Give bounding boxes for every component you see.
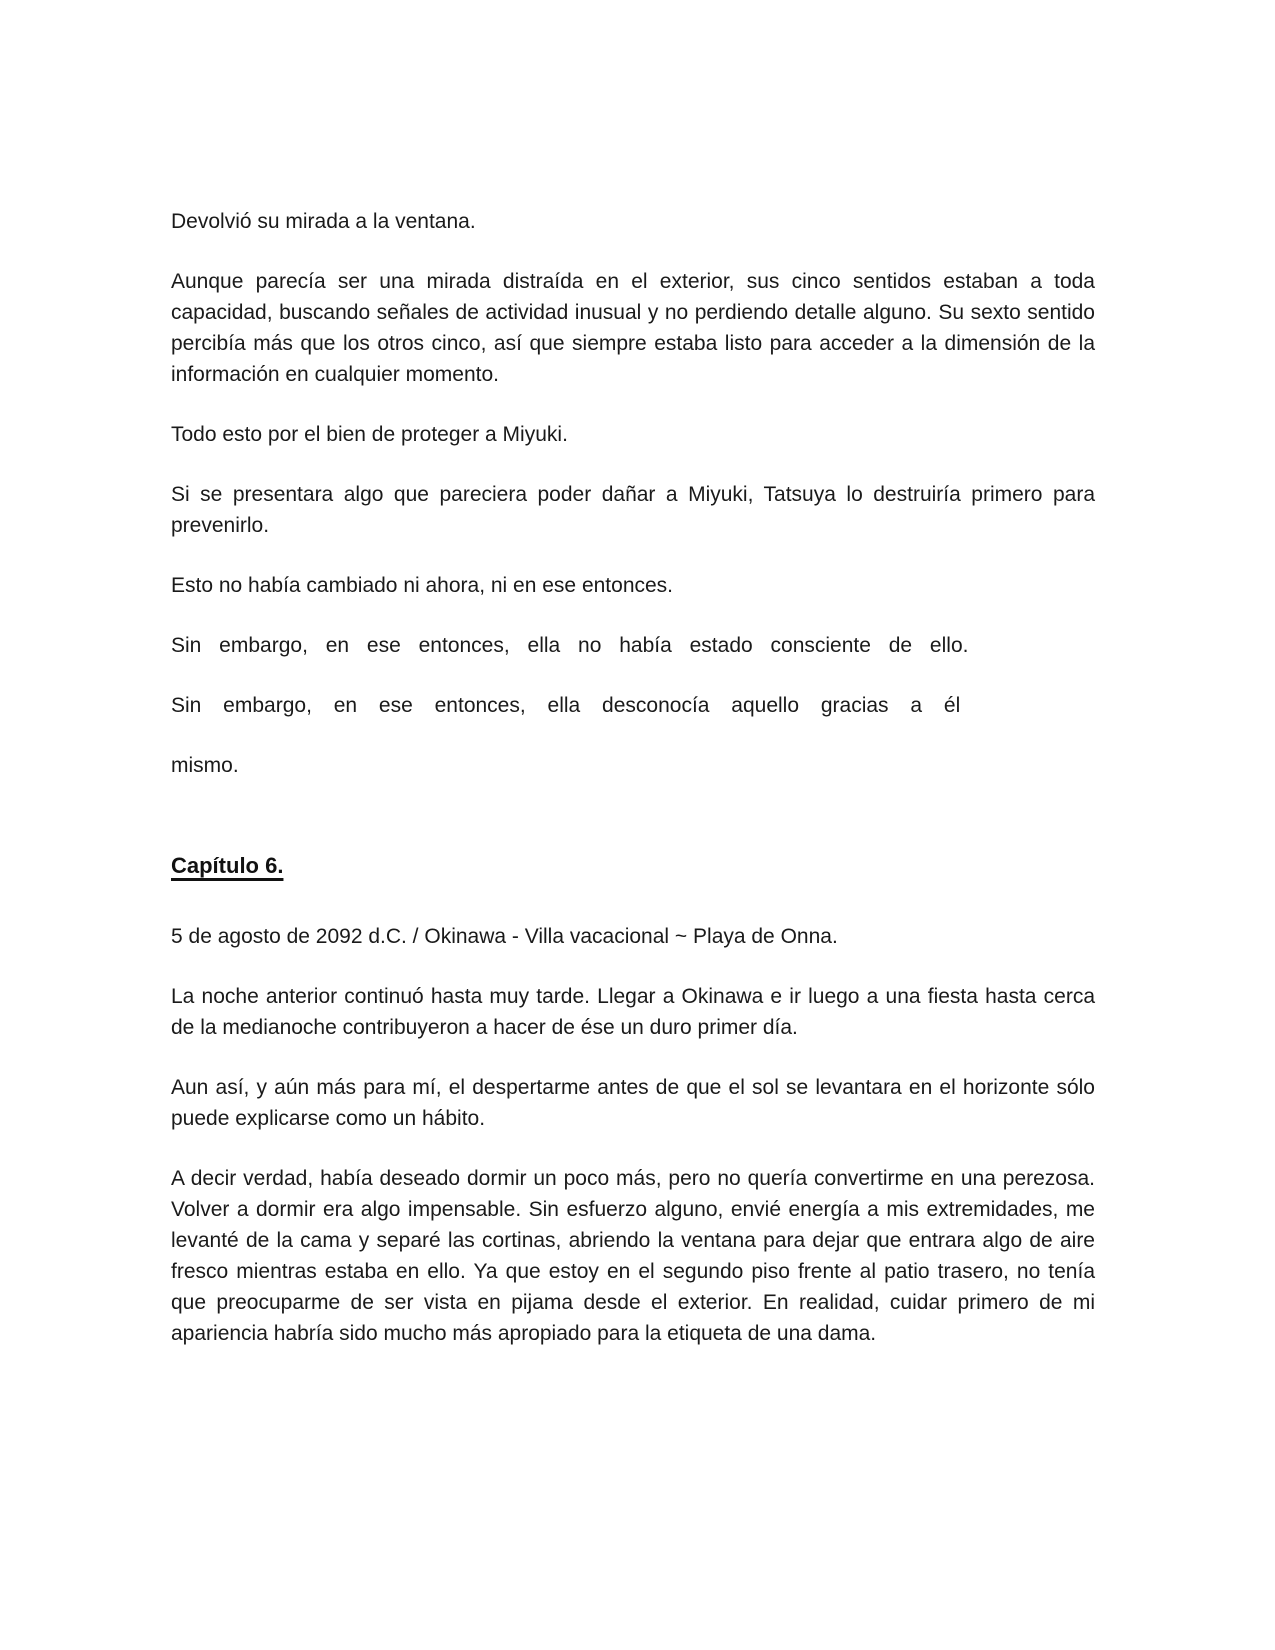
paragraph: Si se presentara algo que pareciera poder dañar a Miyuki, Tatsuya lo destruiría primero para prevenirlo. (171, 483, 1095, 537)
paragraph-continuation: mismo. (171, 754, 239, 777)
paragraph: Esto no había cambiado ni ahora, ni en ese entonces. (171, 574, 674, 597)
paragraph: Devolvió su mirada a la ventana. (171, 210, 476, 233)
paragraph: Sin embargo, en ese entonces, ella no había estado consciente de ello. (171, 634, 969, 657)
chapter-heading: Capítulo 6. (171, 853, 284, 878)
paragraph: Todo esto por el bien de proteger a Miyuki. (171, 423, 568, 446)
chapter-dateline: 5 de agosto de 2092 d.C. / Okinawa - Villa vacacional ~ Playa de Onna. (171, 925, 838, 948)
paragraph: Aunque parecía ser una mirada distraída en el exterior, sus cinco sentidos estaban a toda capacidad, buscando señales de actividad inusual y no perdiendo detalle alguno. Su sexto sentido percibía más que los otros cinco, así que siempre estaba listo para acceder a la dimensión de la información en cualquier momento. (171, 270, 1095, 386)
paragraph: La noche anterior continuó hasta muy tarde. Llegar a Okinawa e ir luego a una fiesta hasta cerca de la medianoche contribuyeron a hacer de ése un duro primer día. (171, 985, 1095, 1039)
paragraph: A decir verdad, había deseado dormir un poco más, pero no quería convertirme en una perezosa. Volver a dormir era algo impensable. Sin esfuerzo alguno, envié energía a mis extremidades, me levanté de la cama y separé las cortinas, abriendo la ventana para dejar que entrara algo de aire fresco mientras estaba en ello. Ya que estoy en el segundo piso frente al patio trasero, no tenía que preocuparme de ser vista en pijama desde el exterior. En realidad, cuidar primero de mi apariencia habría sido mucho más apropiado para la etiqueta de una dama. (171, 1167, 1095, 1345)
paragraph: Aun así, y aún más para mí, el despertarme antes de que el sol se levantara en el horizonte sólo puede explicarse como un hábito. (171, 1076, 1095, 1130)
paragraph: Sin embargo, en ese entonces, ella desconocía aquello gracias a él (171, 694, 961, 717)
